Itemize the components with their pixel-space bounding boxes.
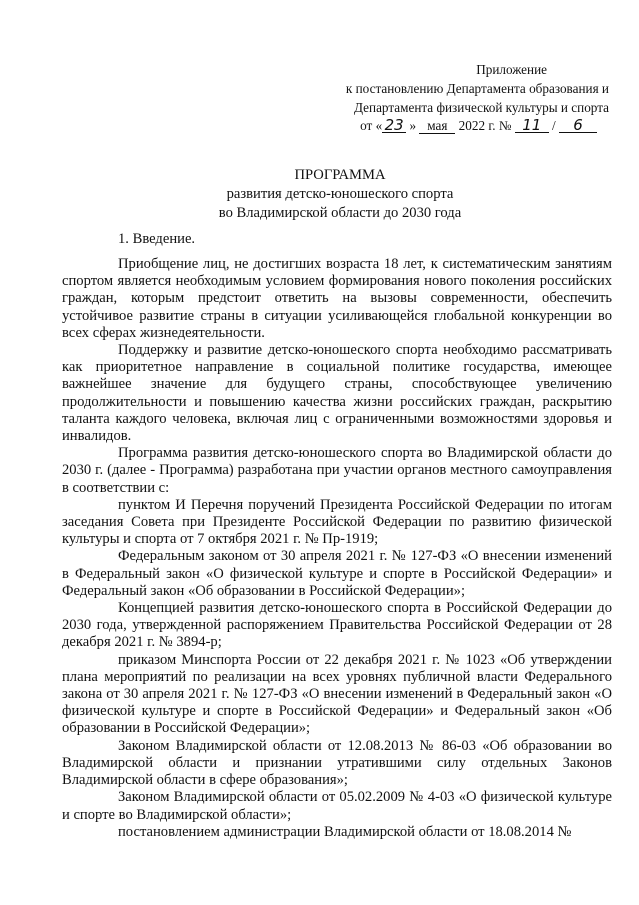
- resolution-number-a: 11: [515, 118, 549, 133]
- paragraph: Концепцией развития детско-юношеского спорта в Российской Федерации до 2030 года, утвержденной распоряжением Правительства Российской Федерации от 28 декабря 2021 г. № 3894-р;: [62, 600, 612, 651]
- number-slash: /: [552, 118, 556, 133]
- resolution-number-b: 6: [559, 118, 597, 133]
- date-year: 2022 г. №: [458, 118, 512, 133]
- date-month: мая: [419, 119, 455, 134]
- title-heading: ПРОГРАММА: [294, 167, 386, 183]
- title-line-2: развития детско-юношеского спорта: [226, 186, 454, 202]
- appendix-line-3: Департамента физической культуры и спорта: [354, 100, 609, 115]
- paragraph: Федеральным законом от 30 апреля 2021 г. № 127-ФЗ «О внесении изменений в Федеральный закон «О физической культуре и спорте в Российской Федерации» и Федеральный закон «Об образовании в Российской Федерации»;: [62, 548, 612, 599]
- appendix-line-2: к постановлению Департамента образования и: [345, 81, 609, 96]
- date-day: 23: [382, 118, 406, 133]
- date-sep: »: [409, 118, 417, 133]
- paragraph: постановлением администрации Владимирской области от 18.08.2014 №: [118, 823, 572, 840]
- appendix-header: [309, 60, 609, 117]
- date-prefix: от «: [360, 118, 383, 133]
- paragraph: Программа развития детско-юношеского спорта во Владимирской области до 2030 г. (далее - Программа) разработана при участии органов местного самоуправления в соответствии с:: [62, 445, 612, 496]
- appendix-label: Приложение: [476, 62, 547, 77]
- paragraph: приказом Минспорта России от 22 декабря 2021 г. № 1023 «Об утверждении плана мероприятий по реализации на всех уровнях публичной власти Федерального закона от 30 апреля 2021 г. № 127-ФЗ «О внесении изменений в Федеральный закон «О физической культуре и спорте в Российской Федерации» и Федеральный закон «Об образовании в Российской Федерации»;: [62, 651, 612, 737]
- resolution-date-line: [360, 118, 597, 134]
- paragraph: Законом Владимирской области от 12.08.2013 № 86-03 «Об образовании во Владимирской области и признании утратившими силу отдельных Законов Владимирской области в сфере образования»;: [62, 737, 612, 789]
- paragraph: Приобщение лиц, не достигших возраста 18 лет, к систематическим занятиям спортом является необходимым условием формирования нового поколения российских граждан, которым предстоит ответить на вызовы современности, обеспечить устойчивое развитие страны в ситуации усиливающейся глобальной конкуренции во всех сферах жизнедеятельности.: [62, 256, 612, 341]
- body-text: [62, 256, 612, 841]
- section-heading: 1. Введение.: [118, 231, 196, 247]
- title-line-3: во Владимирской области до 2030 года: [218, 205, 462, 221]
- program-title: [120, 166, 560, 223]
- paragraph: пунктом И Перечня поручений Президента Российской Федерации по итогам заседания Совета при Президенте Российской Федерации по развитию физической культуры и спорта от 7 октября 2021 г. № Пр-1919;: [62, 496, 612, 548]
- paragraph: Законом Владимирской области от 05.02.2009 № 4-03 «О физической культуре и спорте во Владимирской области»;: [62, 789, 612, 823]
- paragraph: Поддержку и развитие детско-юношеского спорта необходимо рассматривать как приоритетное направление в социальной политике государства, имеющее важнейшее значение для будущего страны, способствующее увеличению продолжительности и повышению качества жизни российских граждан, раскрытию таланта каждого человека, включая лиц с ограниченными возможностями здоровья и инвалидов.: [62, 342, 612, 445]
